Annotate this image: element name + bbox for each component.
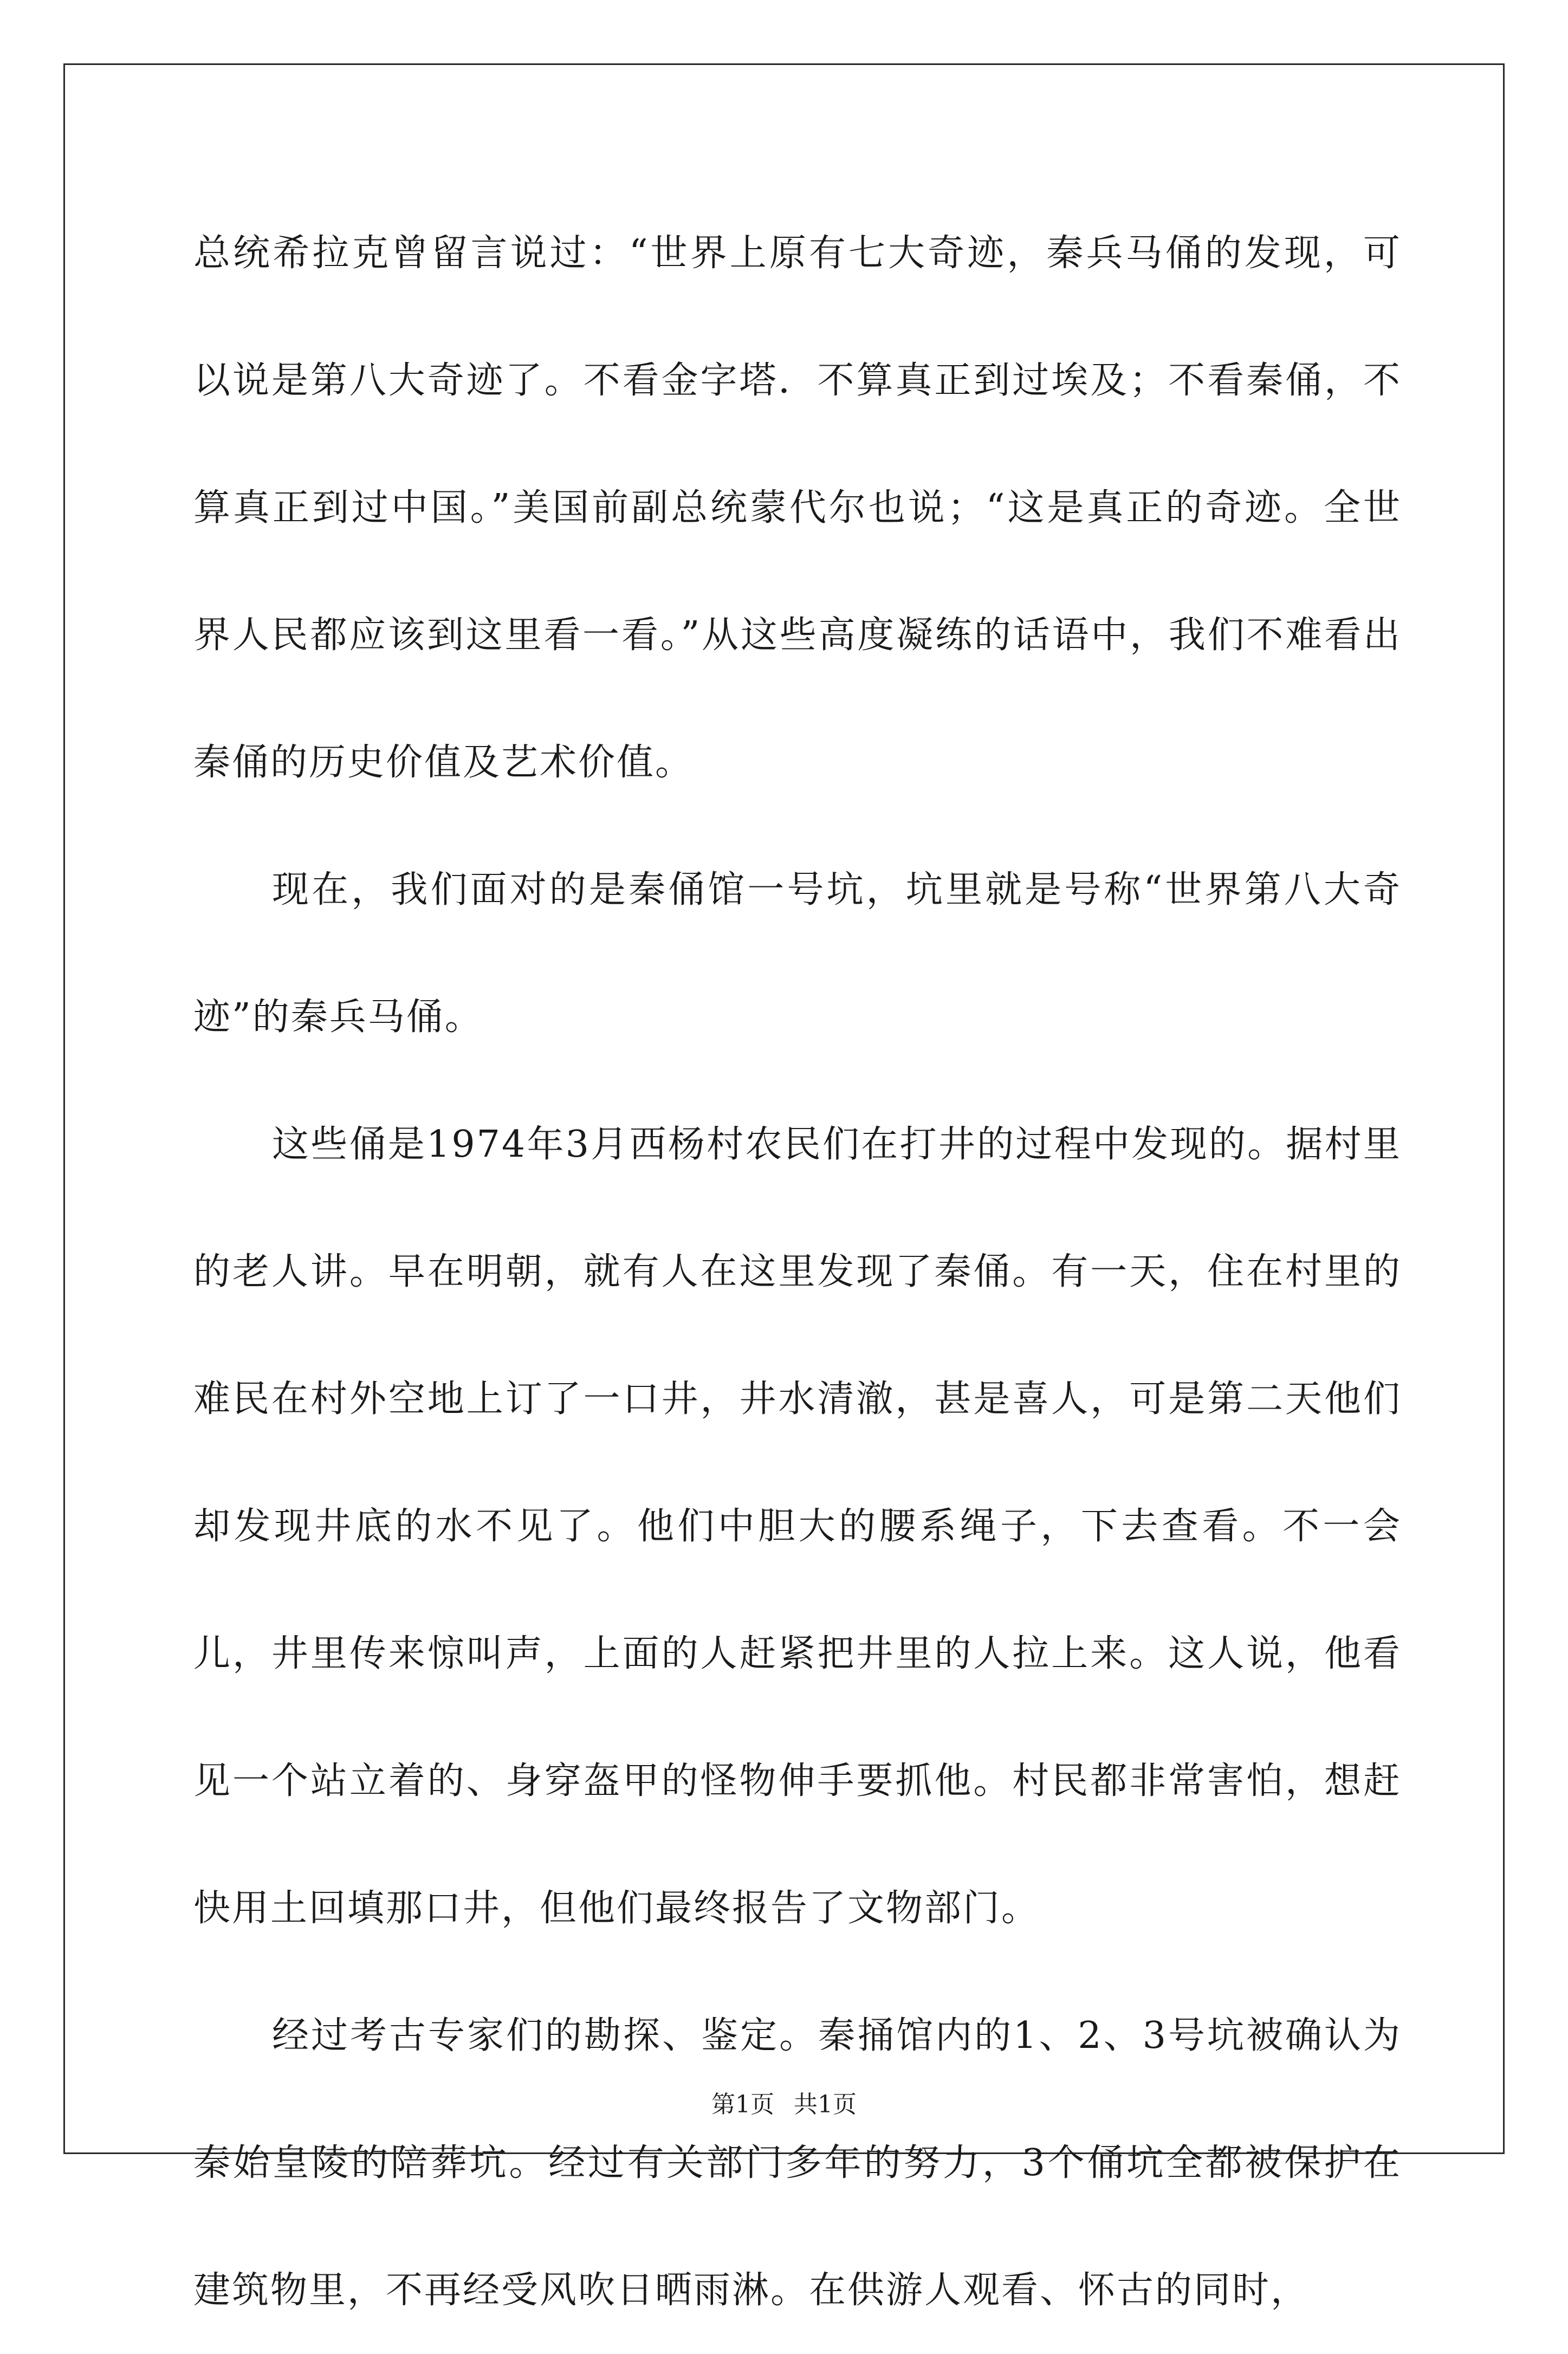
page-total: 共1页: [794, 2091, 857, 2118]
page-footer: [0, 2085, 1568, 2119]
paragraph-3: 这些俑是1974年3月西杨村农民们在打井的过程中发现的。据村里的老人讲。早在明朝，就有人在这里发现了秦俑。有一天，住在村里的难民在村外空地上订了一口井，井水清澈，甚是喜人，可是第二天他们却发现井底的水不见了。他们中胆大的腰系绳子，下去查看。不一会儿，井里传来惊叫声，上面的人赶紧把井里的人拉上来。这人说，他看见一个站立着的、身穿盔甲的怪物伸手要抓他。村民都非常害怕，想赶快用土回填那口井，但他们最终报告了文物部门。: [193, 1123, 1402, 1930]
paragraph-2: 现在，我们面对的是秦俑馆一号坑，坑里就是号称“世界第八大奇迹”的秦兵马俑。: [193, 868, 1402, 1039]
page-number: 第1页: [711, 2091, 774, 2118]
paragraph-4: 经过考古专家们的勘探、鉴定。秦捅馆内的1、2、3号坑被确认为秦始皇陵的陪葬坑。经过有关部门多年的努力，3个俑坑全都被保护在建筑物里，不再经受风吹日晒雨淋。在供游人观看、怀古的同时，: [193, 2014, 1402, 2312]
document-body: [193, 190, 1402, 2354]
paragraph-1: 总统希拉克曾留言说过：“世界上原有七大奇迹，秦兵马俑的发现，可以说是第八大奇迹了。不看金字塔．不算真正到过埃及；不看秦俑，不算真正到过中国。”美国前副总统蒙代尔也说；“这是真正的奇迹。全世界人民都应该到这里看一看。”从这些高度凝练的话语中，我们不难看出秦俑的历史价值及艺术价值。: [193, 232, 1402, 784]
